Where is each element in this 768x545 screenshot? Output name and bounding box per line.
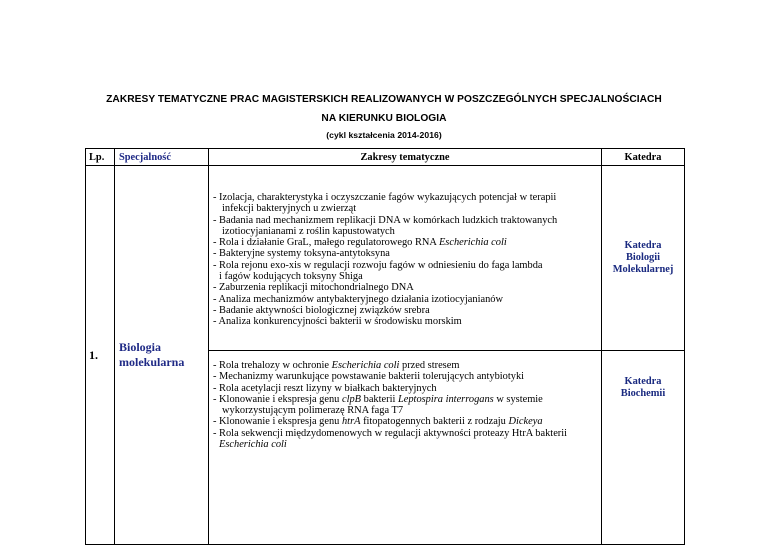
department-line: Biochemii: [620, 388, 666, 399]
topics-table: [85, 148, 685, 545]
topic-text: fitopatogennych bakterii z rodzaju: [360, 416, 509, 428]
topic-item: - Rola acetylacji reszt lizyny w białkach bakteryjnych: [213, 382, 437, 394]
genus-name: Dickeya: [508, 416, 543, 428]
topic-text: w systemie: [493, 393, 543, 405]
topic-item-continued: izotiocyjanianami z roślin kapustowatych: [222, 225, 395, 237]
topic-item: - Izolacja, charakterystyka i oczyszczanie fagów wykazujących potencjał w terapii: [213, 192, 557, 203]
topic-item: [213, 416, 595, 427]
column-header-topics: Zakresy tematyczne: [209, 149, 602, 166]
table-header-row: [86, 149, 685, 166]
column-header-department: Katedra: [602, 149, 685, 166]
specialization-cell: [115, 166, 209, 545]
topic-item: [213, 360, 595, 371]
column-header-lp: Lp.: [86, 149, 115, 166]
topic-item: - Badanie aktywności biologicznej związków srebra: [213, 304, 430, 316]
topic-text: - Rola i działanie GraL, małego regulatorowego RNA: [213, 237, 439, 249]
topics-cell-biochemistry: [209, 351, 602, 545]
gene-name: clpB: [341, 393, 362, 405]
department-line: Molekularnej: [612, 264, 674, 275]
topic-text: przed stresem: [399, 360, 460, 371]
table-row: [86, 166, 685, 351]
department-line: Katedra: [624, 376, 662, 387]
topic-item-continued: i fagów kodujących toksyny Shiga: [219, 271, 363, 283]
specialization-line1: Biologia: [119, 340, 162, 354]
specialization-line2: molekularna: [119, 355, 185, 369]
topic-text: - Rola trehalozy w ochronie: [213, 360, 332, 371]
topic-item-continued: wykorzystującym polimerazę RNA faga T7: [222, 405, 404, 417]
topic-item: - Analiza mechanizmów antybakteryjnego działania izotiocyjanianów: [213, 293, 503, 305]
document-title-line2: NA KIERUNKU BIOLOGIA: [321, 113, 447, 124]
topic-item: - Analiza konkurencyjności bakterii w środowisku morskim: [213, 316, 462, 328]
topic-text: bakterii: [361, 393, 398, 405]
species-name: Escherichia coli: [331, 360, 400, 371]
species-name: Leptospira interrogans: [397, 393, 494, 405]
topic-item: - Rola rejonu exo-xis w regulacji rozwoju fagów w odniesieniu do faga lambda: [213, 259, 543, 271]
column-header-specialization: Specjalność: [115, 149, 209, 166]
topic-item: - Mechanizmy warunkujące powstawanie bakterii tolerujących antybiotyki: [213, 371, 525, 383]
topic-item: - Rola sekwencji międzydomenowych w regulacji aktywności proteazy HtrA bakterii: [213, 427, 568, 439]
row-number: 1.: [86, 166, 115, 545]
document-title: ZAKRESY TEMATYCZNE PRAC MAGISTERSKICH REALIZOWANYCH W POSZCZEGÓLNYCH SPECJALNOŚCIACH: [106, 94, 662, 105]
topic-item-continued: infekcji bakteryjnych u zwierząt: [222, 203, 357, 215]
department-line: Biologii: [625, 252, 661, 263]
topic-item: - Bakteryjne systemy toksyna-antytoksyna: [213, 248, 390, 260]
species-name: Escherichia coli: [438, 237, 507, 249]
topic-item: [213, 394, 595, 405]
topic-item: [213, 237, 595, 248]
document-subtitle: (cykl kształcenia 2014-2016): [326, 130, 442, 140]
species-name: Escherichia coli: [219, 439, 287, 451]
department-line: Katedra: [624, 240, 662, 251]
topic-text: - Klonowanie i ekspresja genu: [213, 393, 342, 405]
topic-item: - Zaburzenia replikacji mitochondrialnego DNA: [213, 282, 414, 294]
department-cell-biochemistry: [602, 351, 685, 545]
topic-item: - Badania nad mechanizmem replikacji DNA w komórkach ludzkich traktowanych: [213, 214, 558, 226]
department-cell-molecular-biology: [602, 166, 685, 351]
gene-name: htrA: [341, 416, 361, 428]
topics-cell-molecular-biology: [209, 166, 602, 351]
topic-text: - Klonowanie i ekspresja genu: [213, 416, 342, 428]
